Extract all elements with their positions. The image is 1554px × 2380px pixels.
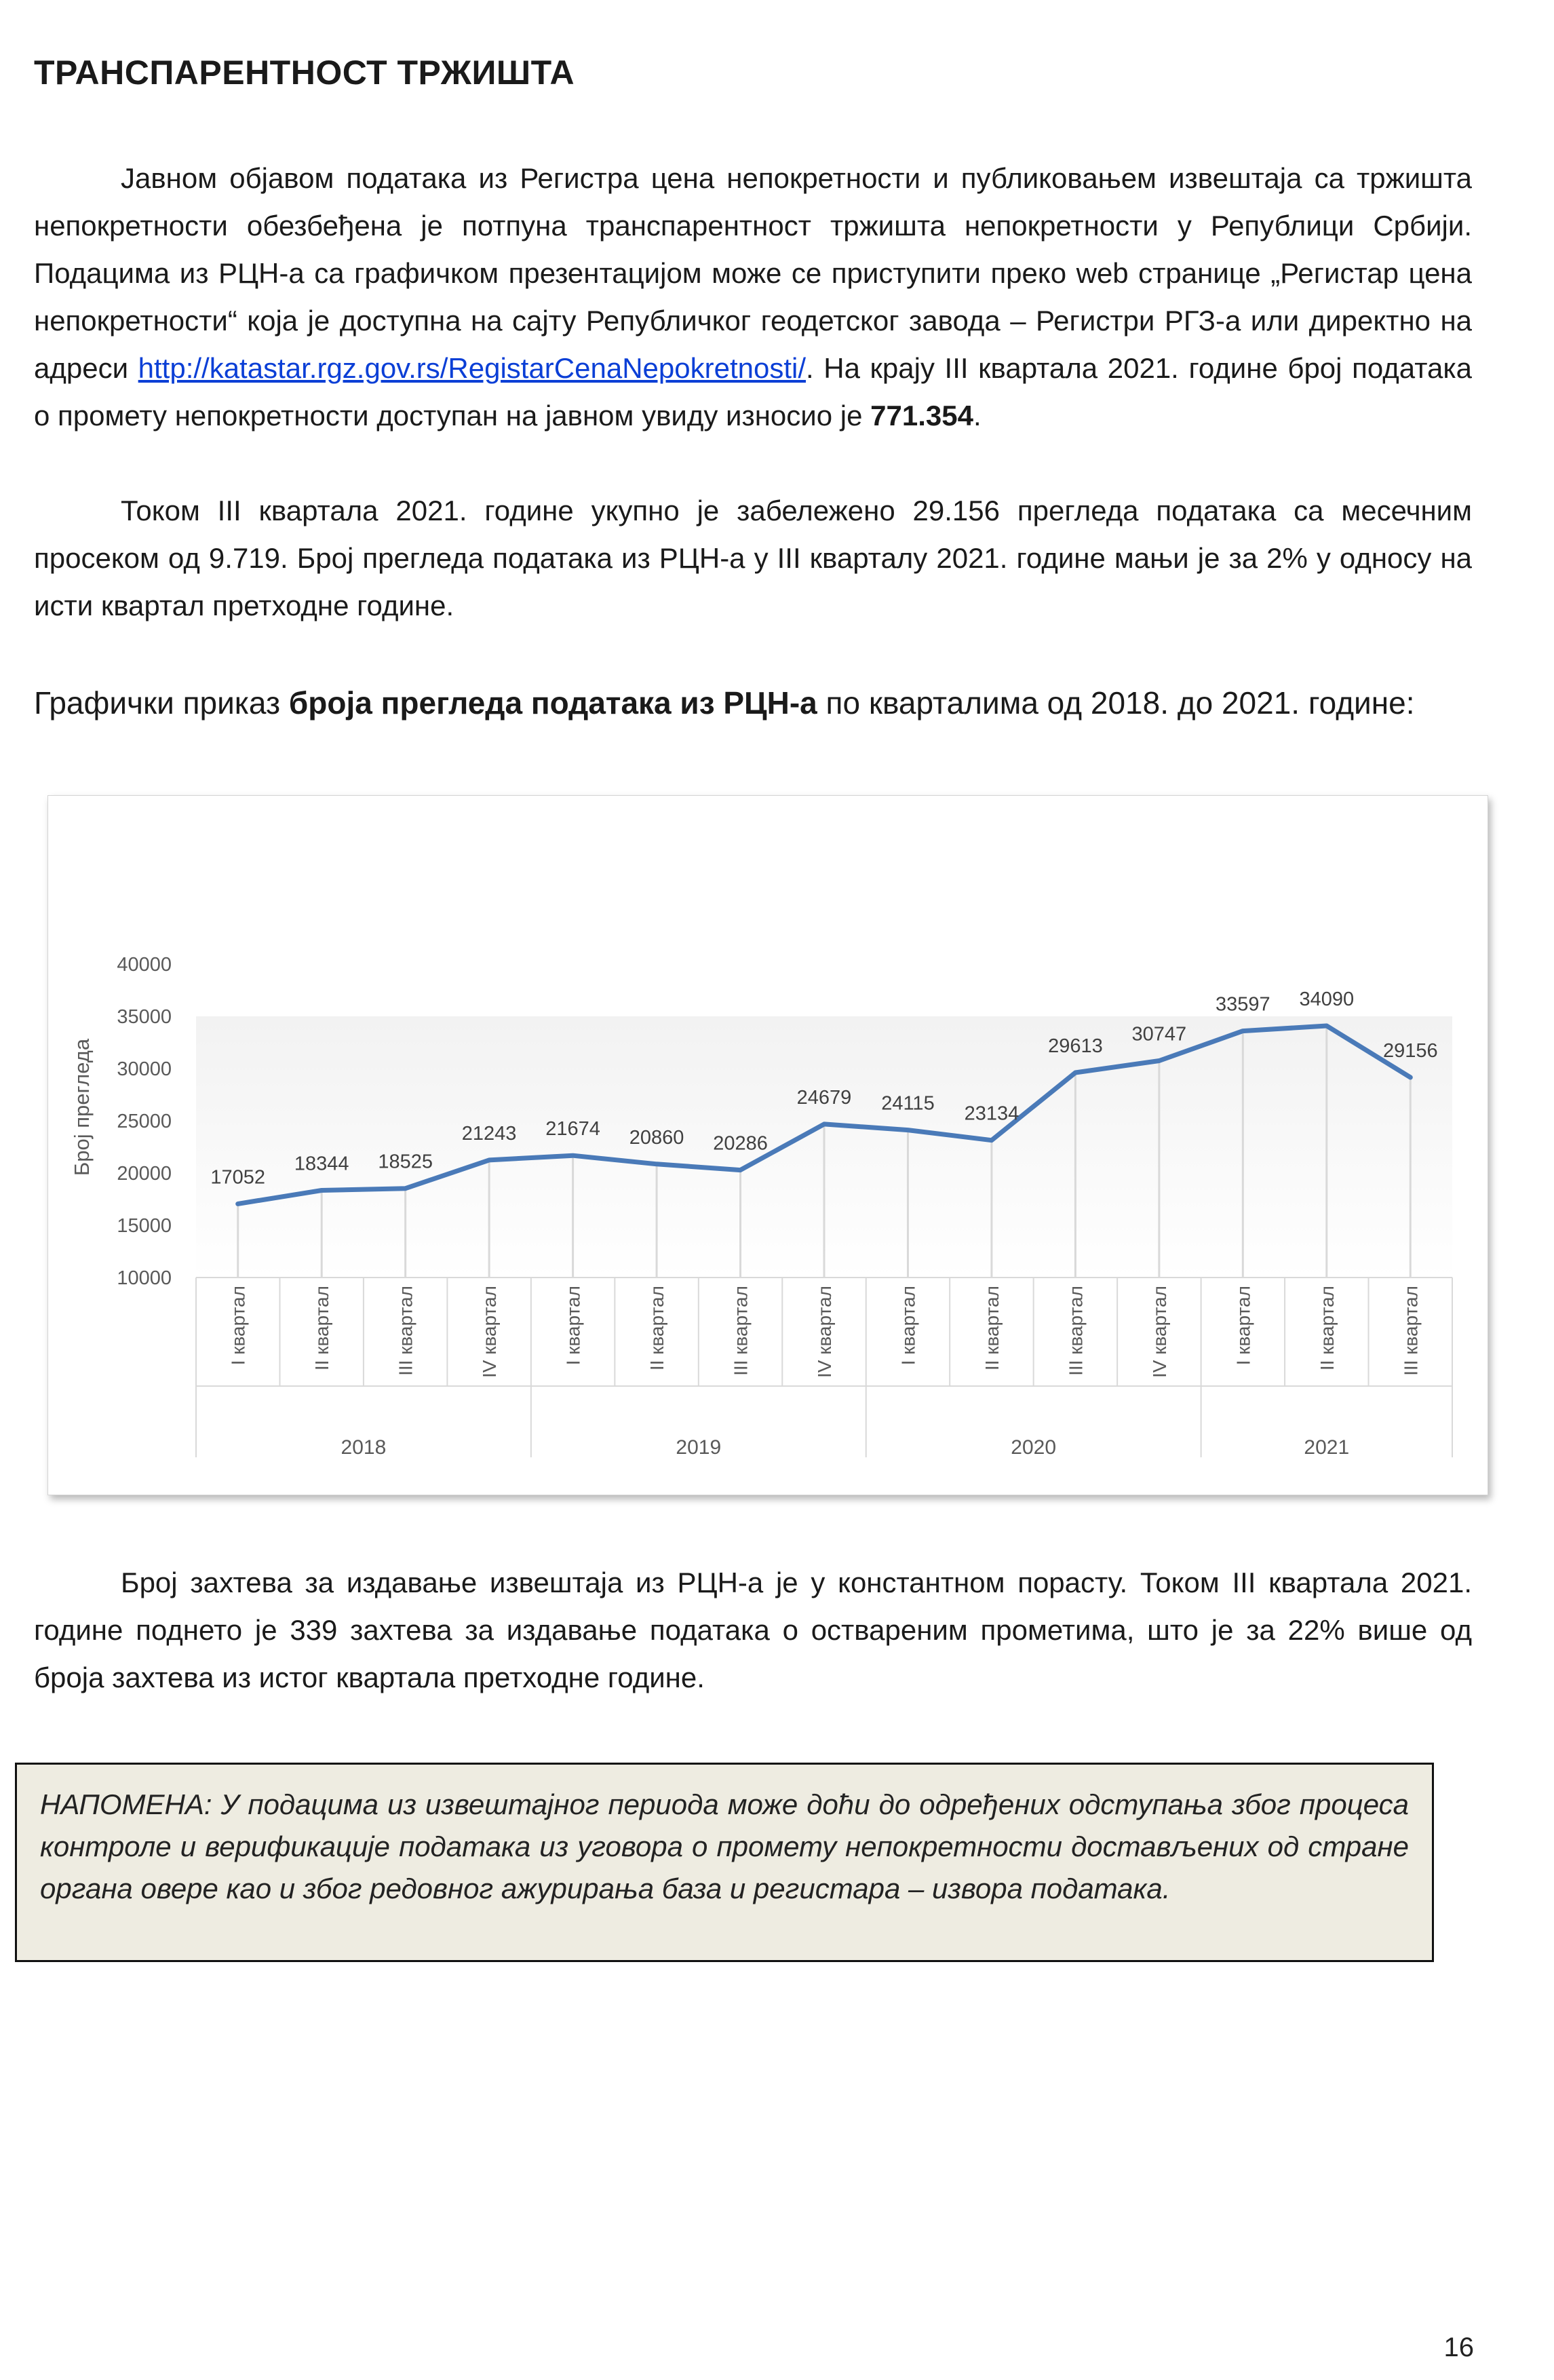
views-chart <box>47 795 1488 1495</box>
year-label: 2020 <box>1011 1436 1057 1459</box>
y-tick-label: 15000 <box>117 1215 172 1237</box>
y-tick-label: 35000 <box>117 1006 172 1028</box>
para3-text-b: по кварталима од 2018. до 2021. године: <box>817 685 1415 721</box>
year-label: 2018 <box>341 1436 387 1459</box>
y-tick-label: 30000 <box>117 1058 172 1080</box>
para2-text: Током III квартала 2021. године укупно је забележено 29.156 прегледа података са месечним просеком од 9.719. Број прегледа података из РЦН-а у III кварталу 2021. године мањи је за 2% у односу на исти квартал претходне године. <box>34 495 1472 621</box>
year-label: 2021 <box>1304 1436 1350 1459</box>
data-point <box>404 1187 408 1191</box>
data-label: 21243 <box>461 1122 517 1145</box>
data-label: 21674 <box>545 1118 600 1140</box>
quarter-label: IV квартал <box>814 1286 835 1378</box>
quarter-label: III квартал <box>1065 1286 1087 1376</box>
registry-link[interactable]: http://katastar.rgz.gov.rs/RegistarCenaNepokretnosti/ <box>138 352 806 384</box>
data-point <box>739 1168 743 1172</box>
y-tick-label: 20000 <box>117 1163 172 1185</box>
quarter-label: II квартал <box>1316 1286 1338 1371</box>
para1-text-a: Јавном објавом података из Регистра цена непокретности и публиковањем извештаја са тржишта непокретности обезбеђена је потпуна транспарентност тржишта непокретности у Републици Србији. Подацима из РЦН-а са графичком презентацијом може се приступити преко web странице „Регистар цена непокретности“ која је доступна на сајту Републичког геодетског завода – Регистри РГЗ-а или директно на адреси <box>34 162 1472 384</box>
paragraph-transparency <box>34 155 1472 440</box>
section-heading: ТРАНСПАРЕНТНОСТ ТРЖИШТА <box>34 54 575 92</box>
para1-text-b: . На крају III квартала 2021. године број података о промету непокретности доступан на јавном увиду износио је <box>34 352 1472 431</box>
data-label: 29156 <box>1382 1039 1438 1062</box>
chart-intro <box>34 678 1472 727</box>
data-point <box>822 1122 826 1126</box>
year-label: 2019 <box>676 1436 722 1459</box>
data-point <box>319 1189 324 1193</box>
data-label: 30747 <box>1131 1023 1187 1045</box>
data-point <box>655 1162 659 1166</box>
y-axis-title: Број прегледа <box>70 1038 94 1176</box>
quarter-label: II квартал <box>311 1286 333 1371</box>
paragraph-views <box>34 487 1472 630</box>
y-tick-label: 25000 <box>117 1111 172 1132</box>
quarter-label: III квартал <box>1400 1286 1422 1376</box>
quarter-label: IV квартал <box>479 1286 501 1378</box>
data-point <box>1408 1075 1412 1079</box>
total-records-value: 771.354 <box>870 400 973 431</box>
data-point <box>1073 1071 1077 1075</box>
chart-svg <box>48 796 1488 1495</box>
para4-text: Број захтева за издавање извештаја из РЦН-а је у константном порасту. Током III квартала 2021. године поднето је 339 захтева за издавање података о оствареним прометима, што је за 22% више од броја захтева из истог квартала претходне године. <box>34 1567 1472 1693</box>
data-label: 23134 <box>964 1102 1019 1125</box>
data-label: 20860 <box>629 1126 684 1149</box>
quarter-label: I квартал <box>562 1286 584 1366</box>
data-point <box>1157 1058 1161 1062</box>
quarter-label: II квартал <box>981 1286 1003 1371</box>
data-point <box>1241 1029 1245 1033</box>
quarter-label: I квартал <box>1232 1286 1254 1366</box>
y-tick-label: 10000 <box>117 1267 172 1289</box>
para1-text-c: . <box>973 400 982 431</box>
y-tick-label: 40000 <box>117 954 172 976</box>
quarter-label: I квартал <box>227 1286 249 1366</box>
data-label: 18344 <box>294 1153 349 1175</box>
data-label: 34090 <box>1299 989 1355 1011</box>
data-label: 29613 <box>1048 1035 1103 1057</box>
quarter-label: IV квартал <box>1148 1286 1170 1378</box>
quarter-label: I квартал <box>897 1286 919 1366</box>
data-label: 24679 <box>796 1086 852 1109</box>
note-text: НАПОМЕНА: У подацима из извештајног периода може доћи до одређених одступања због процеса контроле и верификације података из уговора о промету непокретности достављених од стране органа овере као и због редовног ажурирања база и регистара – извора података. <box>40 1788 1409 1904</box>
data-label: 17052 <box>210 1166 266 1189</box>
data-point <box>906 1128 910 1132</box>
data-label: 18525 <box>378 1151 433 1173</box>
quarter-label: III квартал <box>730 1286 752 1376</box>
paragraph-requests <box>34 1559 1472 1702</box>
page-number: 16 <box>1443 2333 1474 2362</box>
data-label: 20286 <box>713 1132 768 1155</box>
quarter-label: II квартал <box>646 1286 668 1371</box>
data-label: 24115 <box>881 1092 935 1115</box>
data-point <box>990 1138 994 1143</box>
data-label: 33597 <box>1216 993 1270 1016</box>
data-point <box>487 1158 491 1162</box>
data-point <box>571 1153 575 1157</box>
data-point <box>236 1202 240 1206</box>
note-box <box>15 1763 1434 1962</box>
data-point <box>1325 1024 1329 1028</box>
para3-text-a: Графички приказ <box>34 685 289 721</box>
para3-bold: броја прегледа података из РЦН-а <box>288 685 817 721</box>
quarter-label: III квартал <box>395 1286 416 1376</box>
